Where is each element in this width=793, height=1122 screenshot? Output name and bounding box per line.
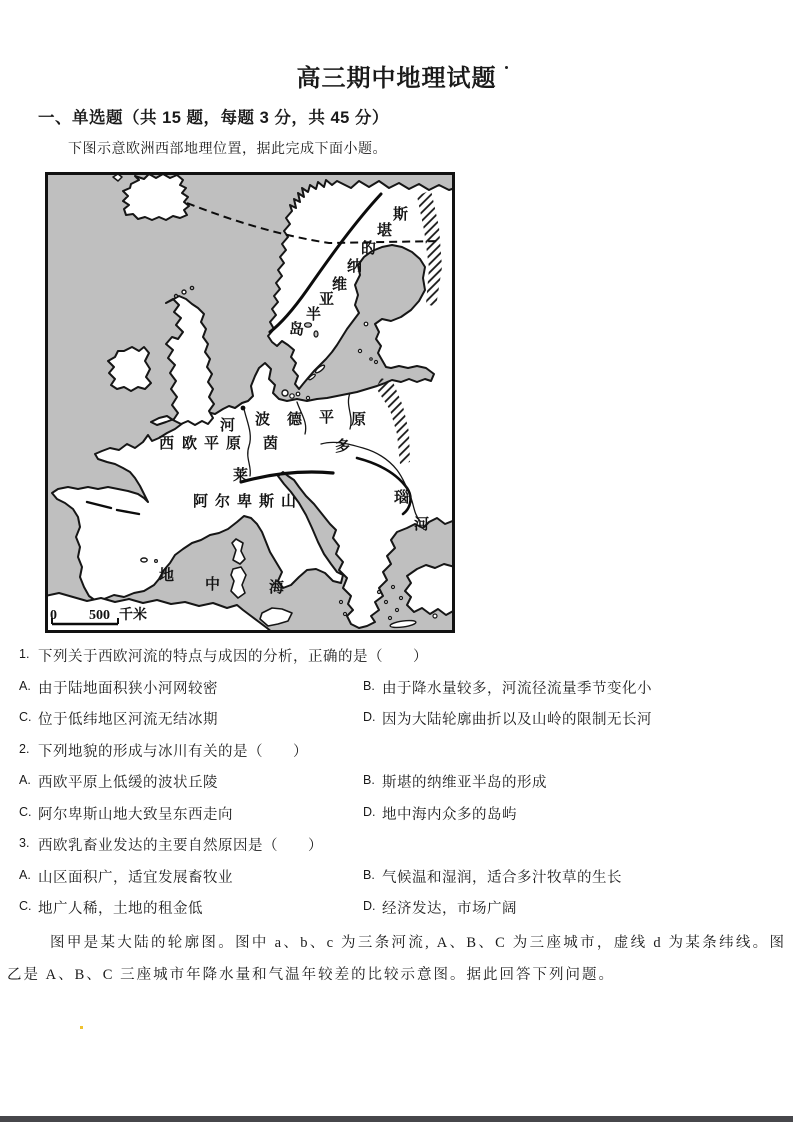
option-3-d <box>363 897 517 918</box>
option-3-c-label: C. <box>19 899 32 913</box>
label-bode-plain-char: 波 <box>255 412 271 428</box>
option-2-a <box>19 771 363 792</box>
question-1 <box>19 645 428 666</box>
label-west-plain-char: 原 <box>226 436 242 452</box>
option-2-d-label: D. <box>363 805 376 819</box>
label-west-plain-char: 欧 <box>182 436 198 452</box>
bothnia-isle-2 <box>358 349 361 352</box>
option-3-c <box>19 897 363 918</box>
option-1-c-text: 位于低纬地区河流无结冰期 <box>38 712 218 728</box>
option-2-c-label: C. <box>19 805 32 819</box>
option-1-c <box>19 708 363 729</box>
question-3-options-ab <box>19 866 622 887</box>
aegean-isle <box>400 597 403 600</box>
label-west-plain-char: 西 <box>159 436 175 452</box>
ionian-isle <box>344 613 347 616</box>
label-scandinavia-char: 岛 <box>289 322 305 338</box>
label-west-plain-char: 平 <box>204 436 220 452</box>
label-alps-char: 尔 <box>215 494 231 510</box>
label-danube-char: 河 <box>414 517 430 533</box>
option-3-d-label: D. <box>363 899 376 913</box>
label-danube-char: 多 <box>335 439 351 455</box>
question-1-options-cd <box>19 708 652 729</box>
option-3-c-text: 地广人稀，土地的租金低 <box>38 901 203 917</box>
scale-unit: 千米 <box>119 608 147 623</box>
label-scandinavia-char: 斯 <box>393 207 409 223</box>
rhine-mouth-dot <box>241 406 246 411</box>
label-mediterranean-char: 海 <box>269 580 285 596</box>
question-3-text: 西欧乳畜业发达的主要自然原因是（ ） <box>38 838 323 854</box>
option-1-b-text: 由于降水量较多，河流径流量季节变化小 <box>382 681 652 697</box>
question-1-number: 1. <box>19 647 30 661</box>
bottom-page-edge <box>0 1116 793 1122</box>
aegean-isle <box>378 591 381 594</box>
label-mediterranean-char: 中 <box>205 577 221 593</box>
option-1-b <box>363 677 652 698</box>
option-1-a-text: 由于陆地面积狭小河网较密 <box>38 681 218 697</box>
option-2-c-text: 阿尔卑斯山地大致呈东西走向 <box>38 807 233 823</box>
sardinia <box>231 567 246 598</box>
bornholm <box>296 392 300 396</box>
label-scandinavia-char: 堪 <box>377 223 393 239</box>
option-3-b <box>363 866 622 887</box>
aegean-isle <box>385 601 388 604</box>
option-1-c-label: C. <box>19 710 32 724</box>
scale-zero: 0 <box>50 608 57 623</box>
option-1-b-label: B. <box>363 679 375 693</box>
bothnia-isle-1 <box>364 322 368 326</box>
section-heading: 一、单选题（共 15 题，每题 3 分，共 45 分） <box>38 109 389 127</box>
option-2-c <box>19 803 363 824</box>
question-3-number: 3. <box>19 836 30 850</box>
option-2-b-text: 斯堪的纳维亚半岛的形成 <box>382 775 547 791</box>
question-3 <box>19 834 323 855</box>
option-2-a-text: 西欧平原上低缓的波状丘陵 <box>38 775 218 791</box>
danish-isle-2 <box>290 394 294 398</box>
question-1-text: 下列关于西欧河流的特点与成因的分析，正确的是（ ） <box>38 649 428 665</box>
option-2-d-text: 地中海内众多的岛屿 <box>382 807 517 823</box>
label-bode-plain-char: 原 <box>351 412 367 428</box>
ruegen <box>306 396 309 399</box>
orkney-isle <box>190 286 193 289</box>
label-alps-char: 山 <box>281 494 297 510</box>
label-alps-char: 斯 <box>259 494 275 510</box>
label-scandinavia-char: 纳 <box>347 259 363 275</box>
label-mediterranean-char: 地 <box>159 568 175 584</box>
anatolia <box>405 564 455 615</box>
danish-isle-1 <box>282 390 288 396</box>
option-3-a <box>19 866 363 887</box>
label-scandinavia-char: 维 <box>332 277 348 293</box>
option-3-b-text: 气候温和湿润，适合多汁牧草的生长 <box>382 870 622 886</box>
question-2-options-cd <box>19 803 517 824</box>
stray-yellow-speck <box>80 1026 83 1029</box>
option-3-a-label: A. <box>19 868 31 882</box>
page-title: 高三期中地理试题 <box>296 66 497 92</box>
option-1-a-label: A. <box>19 679 31 693</box>
lake-vattern <box>314 331 318 337</box>
aegean-isle <box>392 586 395 589</box>
label-rhine-char: 茵 <box>263 436 279 452</box>
option-1-d <box>363 708 652 729</box>
question-2-options-ab <box>19 771 547 792</box>
balearic-speck <box>155 560 158 563</box>
label-scandinavia-char: 半 <box>306 307 322 323</box>
label-scandinavia-char: 的 <box>361 241 377 257</box>
option-3-b-label: B. <box>363 868 375 882</box>
label-bode-plain-char: 平 <box>319 410 335 426</box>
shetland-isle <box>182 290 186 294</box>
option-2-b <box>363 771 547 792</box>
option-2-a-label: A. <box>19 773 31 787</box>
intro-text: 下图示意欧洲西部地理位置，据此完成下面小题。 <box>68 142 387 157</box>
option-1-a <box>19 677 363 698</box>
label-alps-char: 卑 <box>237 494 253 510</box>
aegean-isle <box>396 609 399 612</box>
option-2-d <box>363 803 517 824</box>
balearic-isle <box>141 558 147 562</box>
aland-1 <box>375 361 378 364</box>
option-3-a-text: 山区面积广，适宜发展畜牧业 <box>38 870 233 886</box>
aegean-isle <box>389 617 392 620</box>
label-danube-char: 瑙 <box>394 490 410 506</box>
stray-dot <box>505 66 508 69</box>
label-rhine-char: 河 <box>220 418 236 434</box>
question-2 <box>19 740 308 761</box>
closing-paragraph: 图甲是某大陆的轮廓图。图中 a、b、c 为三条河流, A、B、C 为三座城市，虚线 d 为某条纬线。图乙是 A、B、C 三座城市年降水量和气温年较差的比较示意图。据此回答下列问题。 <box>7 935 786 983</box>
option-1-d-label: D. <box>363 710 376 724</box>
lake-vanern <box>305 323 312 327</box>
question-1-options-ab <box>19 677 652 698</box>
hebrides-isle <box>175 295 178 298</box>
option-1-d-text: 因为大陆轮廓曲折以及山岭的限制无长河 <box>382 712 652 728</box>
label-alps-char: 阿 <box>193 494 209 510</box>
scale-distance: 500 <box>89 608 110 623</box>
question-2-number: 2. <box>19 742 30 756</box>
option-2-b-label: B. <box>363 773 375 787</box>
option-3-d-text: 经济发达，市场广阔 <box>382 901 517 917</box>
aland-2 <box>370 358 372 360</box>
label-scandinavia-char: 亚 <box>319 292 335 308</box>
question-3-options-cd <box>19 897 517 918</box>
europe-map-svg <box>45 172 455 633</box>
ionian-isle <box>340 601 343 604</box>
europe-map <box>45 172 455 633</box>
question-2-text: 下列地貌的形成与冰川有关的是（ ） <box>38 744 308 760</box>
rhodes <box>433 614 437 618</box>
label-bode-plain-char: 德 <box>287 412 303 428</box>
label-rhine-char: 莱 <box>233 468 249 484</box>
